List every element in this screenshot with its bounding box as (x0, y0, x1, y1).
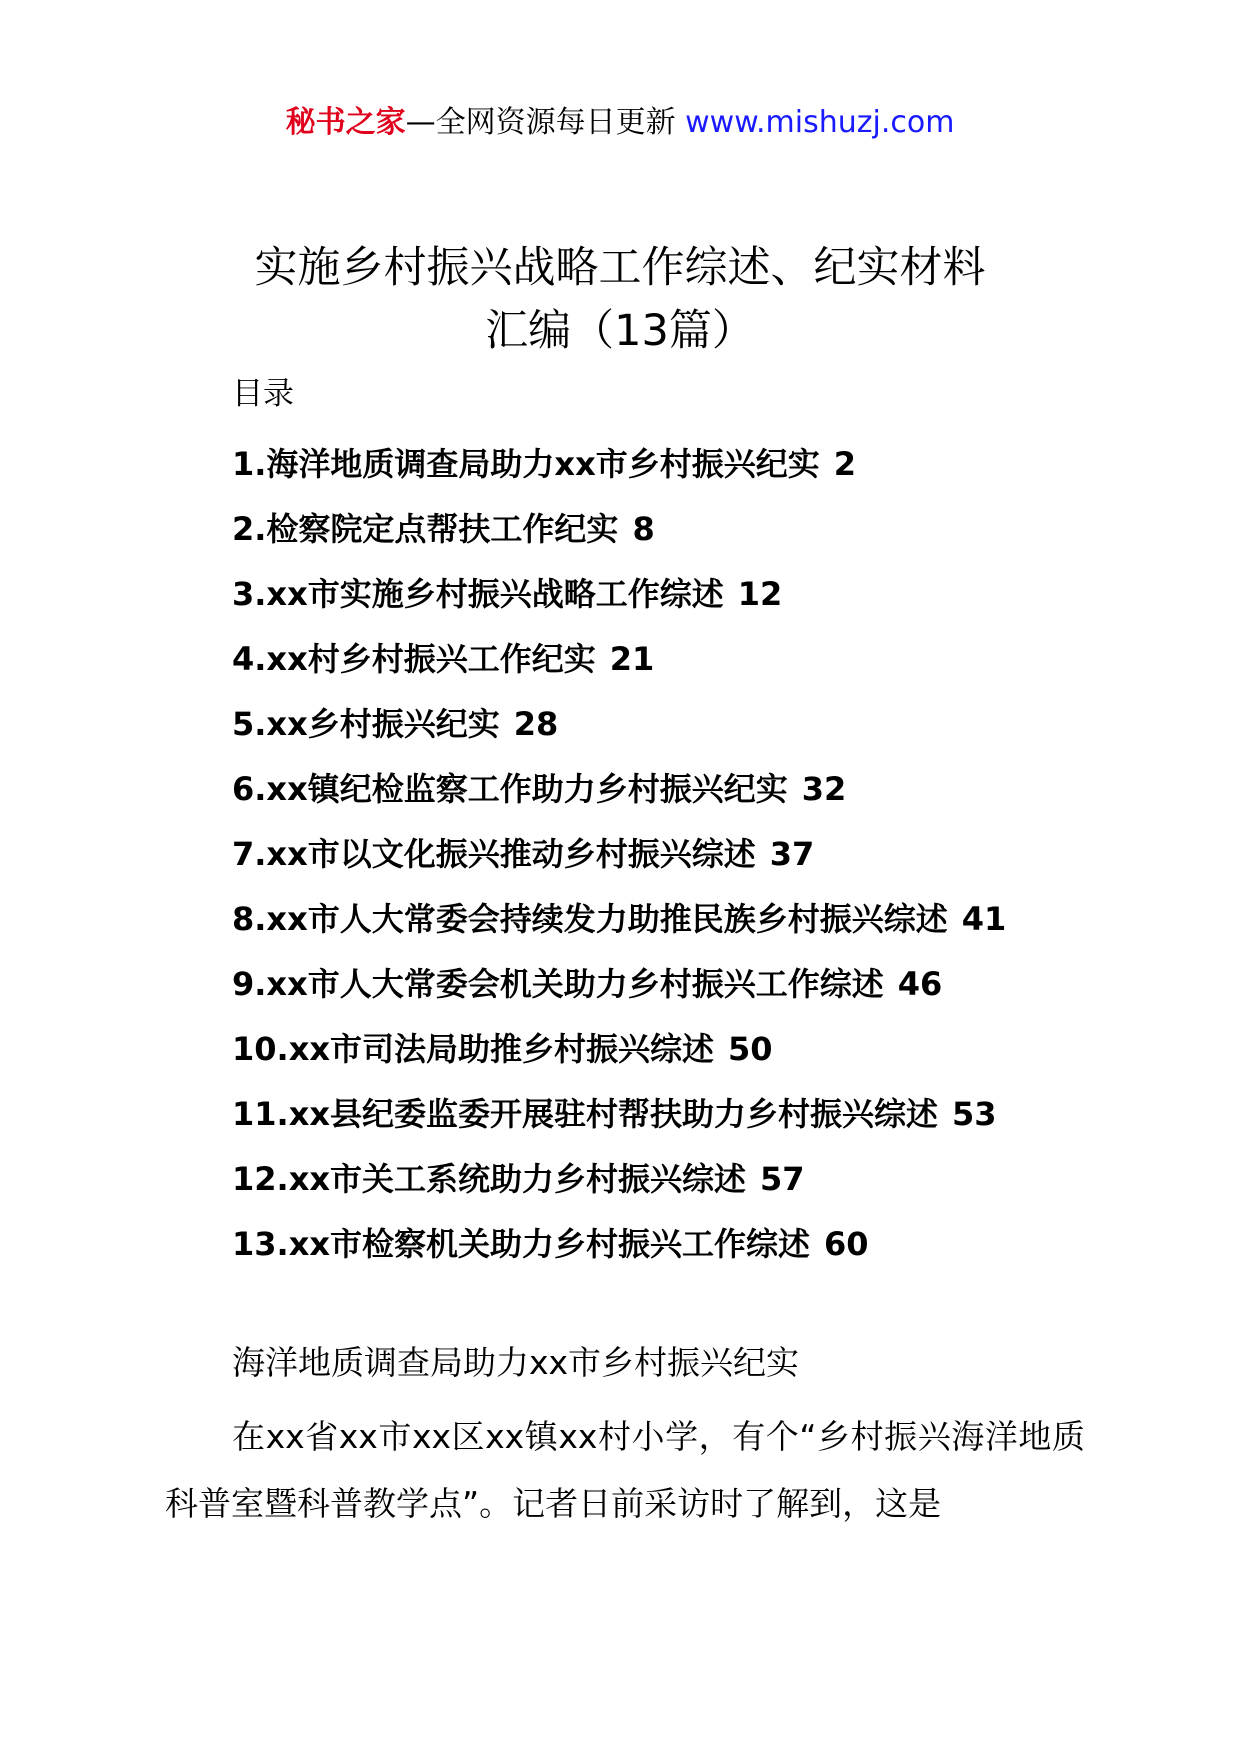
document-title-line-2: 汇编（13篇） (485, 306, 755, 356)
toc-item-text: 9.xx市人大常委会机关助力乡村振兴工作综述 (232, 965, 884, 1003)
toc-item-page: 21 (609, 640, 655, 678)
site-url-link[interactable]: www.mishuzj.com (685, 105, 955, 140)
toc-item[interactable] (232, 434, 1006, 499)
toc-item-text: 12.xx市关工系统助力乡村振兴综述 (232, 1160, 746, 1198)
header-slogan: —全网资源每日更新 (405, 105, 686, 140)
toc-item-page: 50 (727, 1030, 773, 1068)
toc-item-text: 8.xx市人大常委会持续发力助推民族乡村振兴综述 (232, 900, 948, 938)
toc-item-page: 8 (632, 510, 655, 548)
toc-item-text: 7.xx市以文化振兴推动乡村振兴综述 (232, 835, 756, 873)
document-title-line-1: 实施乡村振兴战略工作综述、纪实材料 (254, 243, 986, 293)
toc-item-page: 41 (961, 900, 1007, 938)
toc-item-page: 46 (897, 965, 943, 1003)
site-header (0, 100, 1240, 146)
toc-item-page: 53 (951, 1095, 997, 1133)
toc-item[interactable] (232, 824, 1006, 889)
brand-name: 秘书之家 (285, 105, 406, 140)
toc-item-text: 3.xx市实施乡村振兴战略工作综述 (232, 575, 724, 613)
toc-item-text: 2.检察院定点帮扶工作纪实 (232, 510, 619, 548)
toc-item-page: 28 (513, 705, 559, 743)
toc-item-page: 57 (759, 1160, 805, 1198)
toc-item[interactable] (232, 629, 1006, 694)
toc-heading: 目录 (232, 376, 294, 412)
toc-item[interactable] (232, 1149, 1006, 1214)
section-title: 海洋地质调查局助力xx市乡村振兴纪实 (232, 1343, 800, 1382)
toc-item-text: 10.xx市司法局助推乡村振兴综述 (232, 1030, 714, 1068)
toc-item-page: 60 (823, 1225, 869, 1263)
toc-item[interactable] (232, 694, 1006, 759)
toc-item-page: 2 (833, 445, 856, 483)
toc-item[interactable] (232, 889, 1006, 954)
table-of-contents (232, 434, 1006, 1279)
toc-item[interactable] (232, 564, 1006, 629)
toc-item-page: 37 (769, 835, 815, 873)
toc-item-text: 6.xx镇纪检监察工作助力乡村振兴纪实 (232, 770, 788, 808)
toc-item[interactable] (232, 1084, 1006, 1149)
toc-item-text: 5.xx乡村振兴纪实 (232, 705, 500, 743)
toc-item-page: 32 (801, 770, 847, 808)
toc-item-text: 4.xx村乡村振兴工作纪实 (232, 640, 596, 678)
toc-item[interactable] (232, 759, 1006, 824)
body-paragraph: 在xx省xx市xx区xx镇xx村小学，有个“乡村振兴海洋地质科普室暨科普教学点”。记者日前采访时了解到，这是 (165, 1417, 1085, 1523)
toc-item[interactable] (232, 499, 1006, 564)
toc-item[interactable] (232, 1019, 1006, 1084)
toc-item-text: 13.xx市检察机关助力乡村振兴工作综述 (232, 1225, 810, 1263)
toc-item-page: 12 (737, 575, 783, 613)
toc-item[interactable] (232, 1214, 1006, 1279)
toc-item-text: 11.xx县纪委监委开展驻村帮扶助力乡村振兴综述 (232, 1095, 938, 1133)
toc-item-text: 1.海洋地质调查局助力xx市乡村振兴纪实 (232, 445, 820, 483)
toc-item[interactable] (232, 954, 1006, 1019)
